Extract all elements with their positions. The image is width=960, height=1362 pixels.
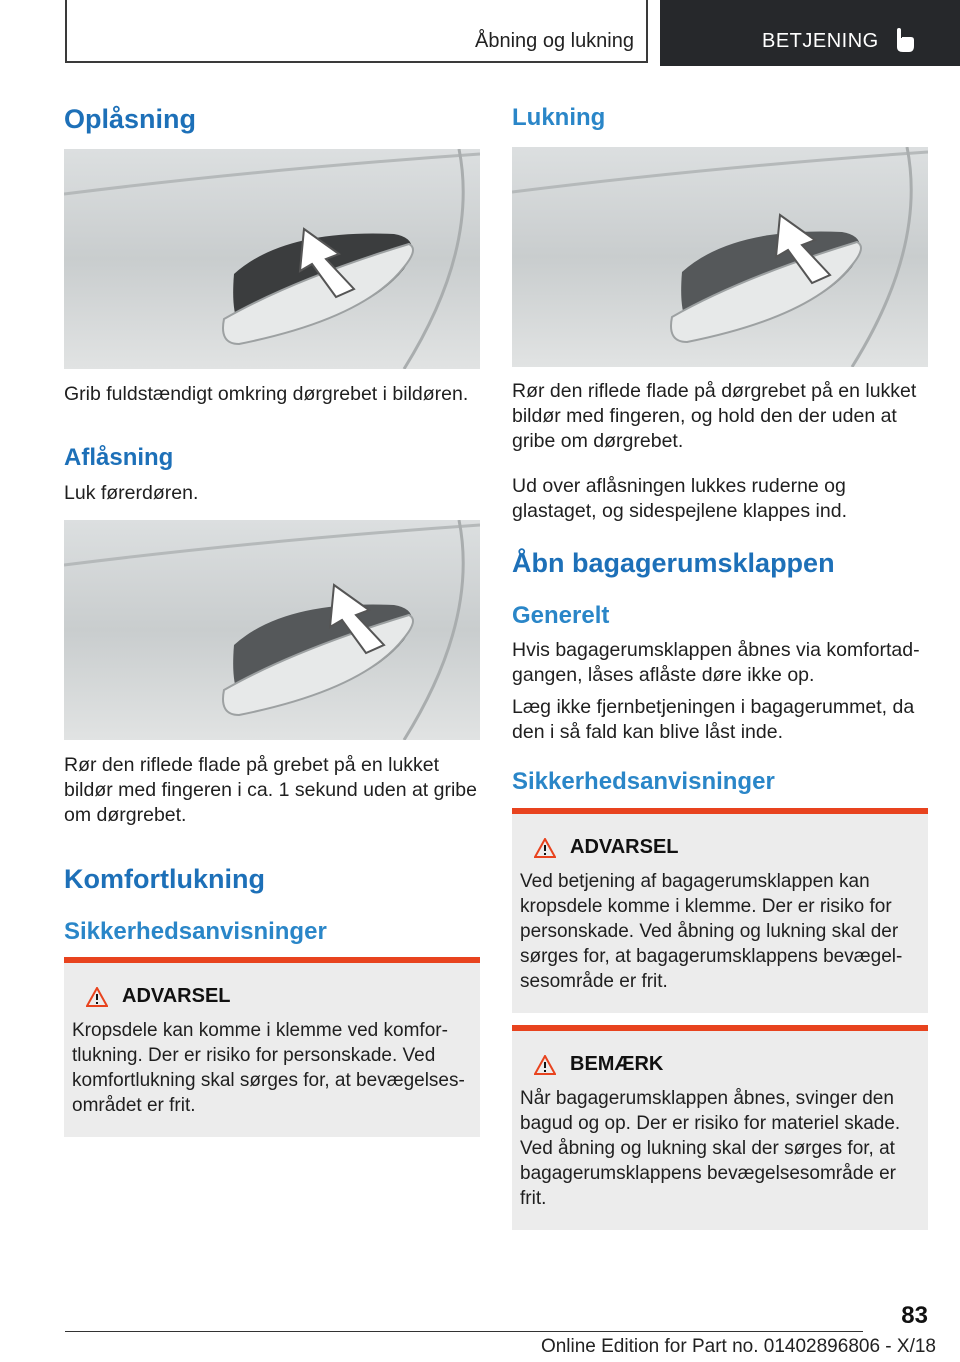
notice-box bbox=[512, 1025, 928, 1230]
page-header bbox=[0, 0, 960, 66]
left-safety-heading: Sikkerhedsanvisninger bbox=[64, 918, 327, 945]
header-chapter-title: BETJENING bbox=[762, 30, 879, 52]
door-handle-close-image bbox=[512, 147, 928, 367]
hand-pointer-icon bbox=[894, 27, 916, 53]
close-heading: Lukning bbox=[512, 104, 606, 131]
door-handle-lock-image bbox=[64, 520, 480, 740]
close-text-2: Ud over aflåsningen lukkes ruderne og glastaget, og sidespejlene klappes ind. bbox=[512, 475, 847, 522]
right-warning-text: Ved betjening af bagagerumsklappen kan kropsdele komme i klemme. Der er risiko for personskade. Ved åbning og lukning skal der sørges for, at bagagerumsklappens bevægelsesområde er frit. bbox=[520, 871, 903, 992]
lock-text-1: Luk førerdøren. bbox=[64, 482, 199, 504]
lock-heading: Aflåsning bbox=[64, 444, 174, 471]
warning-triangle-icon bbox=[86, 987, 108, 1007]
unlock-text: Grib fuldstændigt omkring dørgrebet i bildøren. bbox=[64, 383, 469, 405]
footer-edition: Online Edition for Part no. 01402896806 - X/18 bbox=[540, 1336, 936, 1357]
left-warning-text: Kropsdele kan komme i klemme ved komfortlukning. Der er risiko for personskade. Ved komfortlukning skal sørges for, at bevægelsesområdet er frit. bbox=[72, 1020, 465, 1116]
lock-text-2: Rør den riflede flade på grebet på en lukket bildør med fingeren i ca. 1 sekund uden at gribe om dørgrebet. bbox=[64, 754, 477, 826]
footer-divider bbox=[65, 1331, 863, 1332]
warning-triangle-icon bbox=[534, 1055, 556, 1075]
left-warning-box bbox=[64, 957, 480, 1137]
warning-triangle-icon bbox=[534, 838, 556, 858]
notice-label: BEMÆRK bbox=[570, 1053, 664, 1075]
left-warning-label: ADVARSEL bbox=[122, 985, 231, 1007]
trunk-heading: Åbn bagagerumsklappen bbox=[512, 548, 835, 578]
comfort-close-heading: Komfortlukning bbox=[64, 864, 265, 894]
unlock-heading: Oplåsning bbox=[64, 104, 197, 134]
header-section-title: Åbning og lukning bbox=[474, 30, 634, 52]
header-chapter-tab bbox=[660, 0, 960, 66]
general-text-1: Hvis bagagerumsklappen åbnes via komfortadgangen, låses aflåste døre ikke op. bbox=[512, 639, 920, 686]
general-heading: Generelt bbox=[512, 602, 610, 629]
right-warning-label: ADVARSEL bbox=[570, 836, 679, 858]
general-text-2: Læg ikke fjernbetjeningen i bagagerummet, da den i så fald kan blive låst inde. bbox=[512, 696, 915, 743]
right-warning-box bbox=[512, 808, 928, 1013]
close-text-1: Rør den riflede flade på dørgrebet på en lukket bildør med fingeren, og hold den der uden at gribe om dørgrebet. bbox=[512, 380, 917, 452]
right-safety-heading: Sikkerhedsanvisninger bbox=[512, 768, 775, 795]
page-number: 83 bbox=[901, 1302, 928, 1329]
door-handle-grip-image bbox=[64, 149, 480, 369]
notice-text: Når bagagerumsklappen åbnes, svinger den bagud og op. Der er risiko for materiel skade. Ved åbning og lukning skal der sørges for, at bagagerumsklappens bevægelsesområde er frit. bbox=[520, 1088, 901, 1209]
header-section-box bbox=[65, 0, 648, 63]
